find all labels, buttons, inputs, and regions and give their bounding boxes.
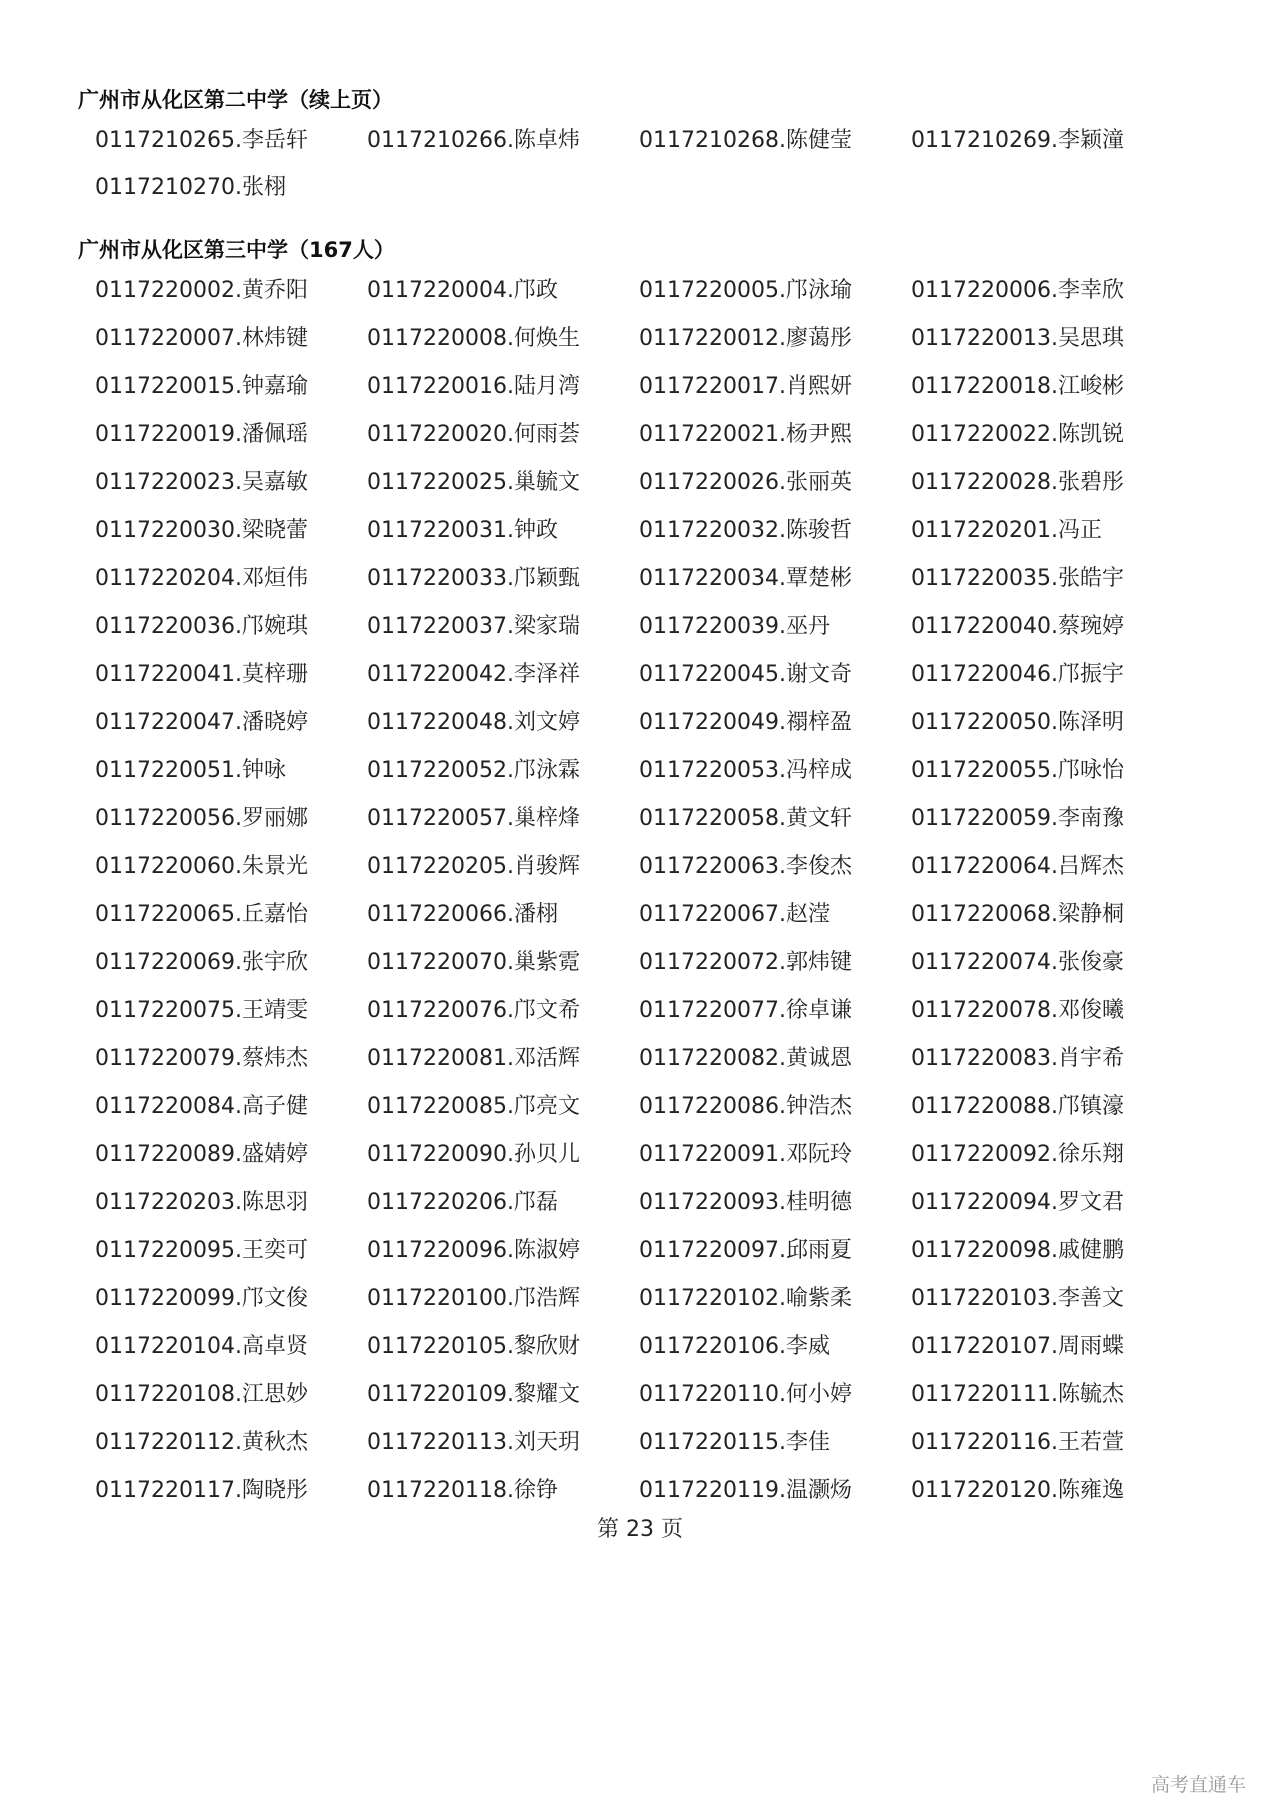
student-entry: 0117220119.温灏炀 (639, 1478, 852, 1503)
student-entry: 0117220063.李俊杰 (639, 854, 852, 879)
entry-row (95, 370, 1195, 418)
student-entry: 0117220021.杨尹熙 (639, 422, 852, 447)
entry-row (95, 898, 1195, 946)
student-entry: 0117220012.廖蔼彤 (639, 326, 852, 351)
entry-row (95, 274, 1195, 322)
student-entry: 0117220020.何雨荟 (367, 422, 580, 447)
student-entry: 0117220066.潘栩 (367, 902, 558, 927)
entry-row (95, 994, 1195, 1042)
student-entry: 0117220028.张碧彤 (911, 470, 1124, 495)
student-entry: 0117220104.高卓贤 (95, 1334, 308, 1359)
student-entry: 0117220053.冯梓成 (639, 758, 852, 783)
student-entry: 0117220040.蔡琬婷 (911, 614, 1124, 639)
student-entry: 0117220022.陈凯锐 (911, 422, 1124, 447)
student-entry: 0117220068.梁静桐 (911, 902, 1124, 927)
student-entry: 0117220036.邝婉琪 (95, 614, 308, 639)
student-entry: 0117220109.黎耀文 (367, 1382, 580, 1407)
student-entry: 0117220026.张丽英 (639, 470, 852, 495)
student-entry: 0117220039.巫丹 (639, 614, 830, 639)
student-entry: 0117220116.王若萱 (911, 1430, 1124, 1455)
student-entry: 0117220118.徐铮 (367, 1478, 558, 1503)
entry-row (95, 1186, 1195, 1234)
entry-row (95, 1378, 1195, 1426)
student-entry: 0117220108.江思妙 (95, 1382, 308, 1407)
student-entry: 0117220085.邝亮文 (367, 1094, 580, 1119)
entry-row (95, 850, 1195, 898)
student-entry: 0117220034.覃楚彬 (639, 566, 852, 591)
entry-row (95, 610, 1195, 658)
student-entry: 0117220115.李佳 (639, 1430, 830, 1455)
student-entry: 0117220017.肖熙妍 (639, 374, 852, 399)
entry-row (95, 1042, 1195, 1090)
student-entry: 0117220041.莫梓珊 (95, 662, 308, 687)
student-entry: 0117220079.蔡炜杰 (95, 1046, 308, 1071)
student-entry: 0117220059.李南豫 (911, 806, 1124, 831)
student-entry: 0117220086.钟浩杰 (639, 1094, 852, 1119)
student-entry: 0117220204.邓烜伟 (95, 566, 308, 591)
student-entry: 0117220047.潘晓婷 (95, 710, 308, 735)
student-entry: 0117220031.钟政 (367, 518, 558, 543)
student-entry: 0117220205.肖骏辉 (367, 854, 580, 879)
student-entry: 0117220201.冯正 (911, 518, 1102, 543)
section-heading-school-2: 广州市从化区第二中学（续上页） (78, 88, 393, 112)
entry-row (95, 1234, 1195, 1282)
student-entry: 0117220106.李威 (639, 1334, 830, 1359)
student-entry: 0117220002.黄乔阳 (95, 278, 308, 303)
student-entry: 0117220046.邝振宇 (911, 662, 1124, 687)
entry-row (95, 754, 1195, 802)
student-entry: 0117220008.何焕生 (367, 326, 580, 351)
student-entry: 0117220094.罗文君 (911, 1190, 1124, 1215)
student-entry: 0117220013.吴思琪 (911, 326, 1124, 351)
student-entry: 0117220107.周雨蝶 (911, 1334, 1124, 1359)
entry-row (95, 658, 1195, 706)
student-entry: 0117220088.邝镇濠 (911, 1094, 1124, 1119)
student-entry: 0117220018.江峻彬 (911, 374, 1124, 399)
student-entry: 0117220057.巢梓烽 (367, 806, 580, 831)
student-entry: 0117220058.黄文轩 (639, 806, 852, 831)
student-entry: 0117220102.喻紫柔 (639, 1286, 852, 1311)
student-entry: 0117220019.潘佩瑶 (95, 422, 308, 447)
student-entry: 0117220089.盛婧婷 (95, 1142, 308, 1167)
entry-row (95, 706, 1195, 754)
student-entry: 0117220082.黄诚恩 (639, 1046, 852, 1071)
student-entry: 0117220076.邝文希 (367, 998, 580, 1023)
entry-row (95, 946, 1195, 994)
student-entry: 0117220056.罗丽娜 (95, 806, 308, 831)
student-entry: 0117220084.高子健 (95, 1094, 308, 1119)
student-entry: 0117220064.吕辉杰 (911, 854, 1124, 879)
student-entry: 0117220099.邝文俊 (95, 1286, 308, 1311)
student-entry: 0117220078.邓俊曦 (911, 998, 1124, 1023)
student-entry: 0117220093.桂明德 (639, 1190, 852, 1215)
student-entry: 0117220032.陈骏哲 (639, 518, 852, 543)
student-entry: 0117220074.张俊豪 (911, 950, 1124, 975)
student-entry: 0117220072.郭炜键 (639, 950, 852, 975)
student-entry: 0117220091.邓阮玲 (639, 1142, 852, 1167)
student-entry: 0117220090.孙贝儿 (367, 1142, 580, 1167)
student-entry: 0117220035.张皓宇 (911, 566, 1124, 591)
student-entry: 0117210266.陈卓炜 (367, 128, 580, 153)
student-entry: 0117220055.邝咏怡 (911, 758, 1124, 783)
student-entry: 0117220081.邓活辉 (367, 1046, 580, 1071)
student-entry: 0117220015.钟嘉瑜 (95, 374, 308, 399)
student-entry: 0117220033.邝颖甄 (367, 566, 580, 591)
student-entry: 0117220051.钟咏 (95, 758, 286, 783)
student-entry: 0117220006.李幸欣 (911, 278, 1124, 303)
student-entry: 0117220098.戚健鹏 (911, 1238, 1124, 1263)
student-entry: 0117220113.刘天玥 (367, 1430, 580, 1455)
student-entry: 0117220096.陈淑婷 (367, 1238, 580, 1263)
entry-row (95, 418, 1195, 466)
student-entry: 0117210270.张栩 (95, 175, 286, 200)
student-entry: 0117220042.李泽祥 (367, 662, 580, 687)
entry-row (95, 1282, 1195, 1330)
student-entry: 0117220103.李善文 (911, 1286, 1124, 1311)
student-entry: 0117220077.徐卓谦 (639, 998, 852, 1023)
student-entry: 0117220049.禤梓盈 (639, 710, 852, 735)
student-entry: 0117220105.黎欣财 (367, 1334, 580, 1359)
student-entry: 0117220065.丘嘉怡 (95, 902, 308, 927)
student-entry: 0117220097.邱雨夏 (639, 1238, 852, 1263)
student-entry: 0117220023.吴嘉敏 (95, 470, 308, 495)
student-entry: 0117220206.邝磊 (367, 1190, 558, 1215)
student-entry: 0117220092.徐乐翔 (911, 1142, 1124, 1167)
student-entry: 0117220112.黄秋杰 (95, 1430, 308, 1455)
watermark: 高考直通车 (1150, 1774, 1246, 1796)
student-entry: 0117210268.陈健莹 (639, 128, 852, 153)
student-entry: 0117220075.王靖雯 (95, 998, 308, 1023)
student-entry: 0117210269.李颖潼 (911, 128, 1124, 153)
student-entry: 0117220203.陈思羽 (95, 1190, 308, 1215)
student-entry: 0117220005.邝泳瑜 (639, 278, 852, 303)
student-entry: 0117220069.张宇欣 (95, 950, 308, 975)
entry-row (95, 1138, 1195, 1186)
entry-row (95, 124, 1195, 171)
student-entry: 0117220007.林炜键 (95, 326, 308, 351)
student-entry: 0117220016.陆月湾 (367, 374, 580, 399)
student-entry: 0117220037.梁家瑞 (367, 614, 580, 639)
name-list-school-2 (95, 124, 1195, 218)
student-entry: 0117220070.巢紫霓 (367, 950, 580, 975)
entry-row (95, 514, 1195, 562)
entry-row (95, 171, 1195, 218)
entry-row (95, 1090, 1195, 1138)
student-entry: 0117220120.陈雍逸 (911, 1478, 1124, 1503)
entry-row (95, 802, 1195, 850)
student-entry: 0117220048.刘文婷 (367, 710, 580, 735)
student-entry: 0117220067.赵滢 (639, 902, 830, 927)
student-entry: 0117220025.巢毓文 (367, 470, 580, 495)
entry-row (95, 562, 1195, 610)
entry-row (95, 466, 1195, 514)
student-entry: 0117220004.邝政 (367, 278, 558, 303)
entry-row (95, 1330, 1195, 1378)
page-number: 第 23 页 (597, 1517, 683, 1542)
student-entry: 0117220060.朱景光 (95, 854, 308, 879)
student-entry: 0117220030.梁晓蕾 (95, 518, 308, 543)
student-entry: 0117210265.李岳轩 (95, 128, 308, 153)
entry-row (95, 322, 1195, 370)
student-entry: 0117220095.王奕可 (95, 1238, 308, 1263)
student-entry: 0117220050.陈泽明 (911, 710, 1124, 735)
student-entry: 0117220052.邝泳霖 (367, 758, 580, 783)
student-entry: 0117220110.何小婷 (639, 1382, 852, 1407)
student-entry: 0117220100.邝浩辉 (367, 1286, 580, 1311)
student-entry: 0117220045.谢文奇 (639, 662, 852, 687)
section-heading-school-3: 广州市从化区第三中学（167人） (78, 238, 395, 262)
name-list-school-3 (95, 274, 1195, 1522)
student-entry: 0117220117.陶晓彤 (95, 1478, 308, 1503)
student-entry: 0117220111.陈毓杰 (911, 1382, 1124, 1407)
entry-row (95, 1426, 1195, 1474)
student-entry: 0117220083.肖宇希 (911, 1046, 1124, 1071)
